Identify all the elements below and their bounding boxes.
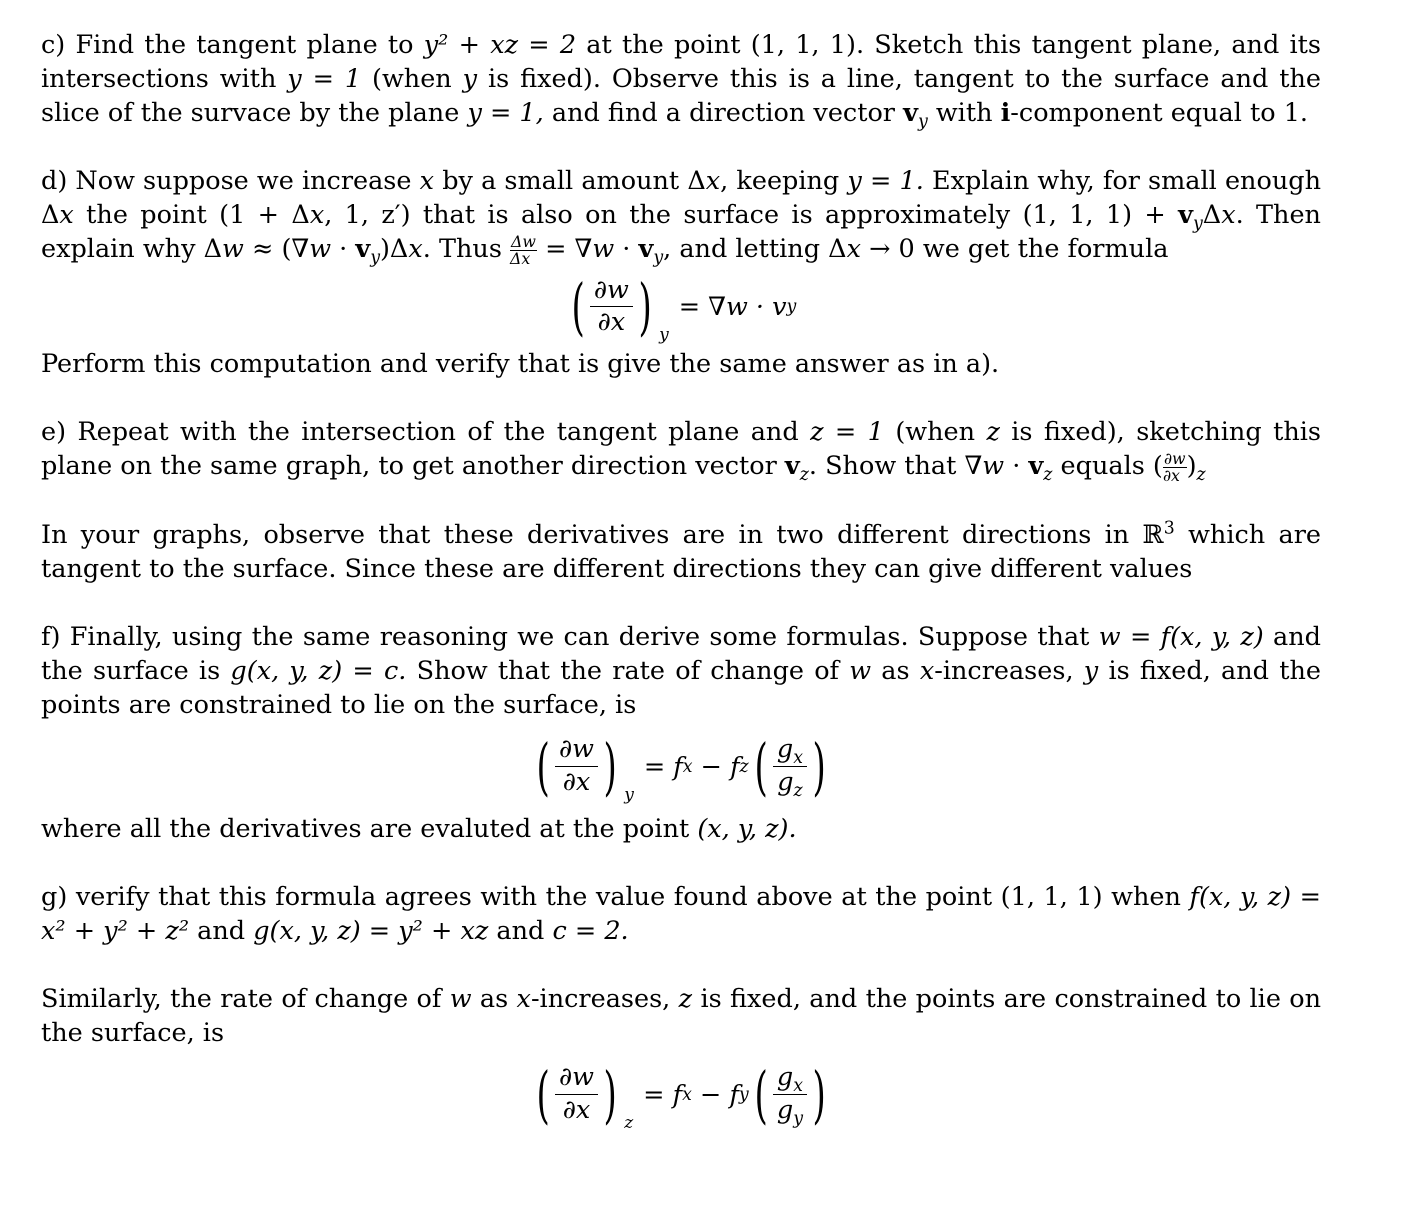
part-f-paragraph: f) Finally, using the same reasoning we can derive some formulas. Suppose that w = f(x, y, z) and the surface is g(x, y, z) = c. Show that the rate of change of w as x-increases, y is fixed, and the points are constrained to lie on the surface, is: [41, 621, 1321, 720]
formula-similarly: ( $\frac{\partial w}{\partial x}$ ) z = f x − f y ( $\frac{g_x}{g_y}$ ): [536, 1057, 826, 1133]
part-d-after: Perform this computation and verify that is give the same answer as in a).: [41, 348, 1000, 379]
part-g-paragraph: g) verify that this formula agrees with the value found above at the point (1, 1, 1) when f(x, y, z) = x² + y² + z² and g(x, y, z) = y² + xz and c = 2.: [41, 881, 1321, 946]
graphs-paragraph: In your graphs, observe that these derivatives are in two different directions in ℝ$^3$ which are tangent to the surface. Since these are different directions they can give different values: [41, 518, 1321, 584]
similarly-paragraph: Similarly, the rate of change of w as x-increases, z is fixed, and the points are constrained to lie on the surface, is: [41, 983, 1322, 1048]
formula-f: ( $\frac{\partial w}{\partial x}$ ) y = f x − f z ( $\frac{g_x}{g_z}$ ): [536, 729, 826, 805]
inline-fraction: $\frac{\Delta w}{\Delta x}$: [510, 232, 536, 269]
document-page: [41, 28, 1321, 1140]
part-c-paragraph: c) Find the tangent plane to y² + xz = 2 at the point (1, 1, 1). Sketch this tangent plane, and its intersections with y = 1 (when y is fixed). Observe this is a line, tangent to the surface and the slice of the survace by the plane y = 1, and find a direction vector $v_y$ with i-component equal to 1.: [41, 30, 1321, 133]
formula-d: ( $\frac{\partial w}{\partial x}$ ) y = ∇w · v y: [571, 269, 797, 345]
part-f-after: where all the derivatives are evaluted at the point (x, y, z).: [41, 813, 797, 844]
part-d-paragraph: d) Now suppose we increase x by a small amount Δx, keeping y = 1. Explain why, for small enough Δx the point (1 + Δx, 1, z′) that is also on the surface is approximately (1, 1, $1) + v_y\Delta x$. Then explain why $\Delta w \approx (\nabla w \cdot v_y)\Delta x$. Thus $\frac{\Delta w}{\Delta x}$ = $\nabla w \cdot v_y$, and letting Δx → 0 we get the formula: [41, 166, 1322, 269]
part-e-paragraph: e) Repeat with the intersection of the tangent plane and z = 1 (when z is fixed), sketching this plane on the same graph, to get another direction vector $v_z$. Show that $\nabla w \cdot v_z$ equals ( $\frac{\partial w}{\partial x}$ )$_z$: [41, 416, 1321, 486]
